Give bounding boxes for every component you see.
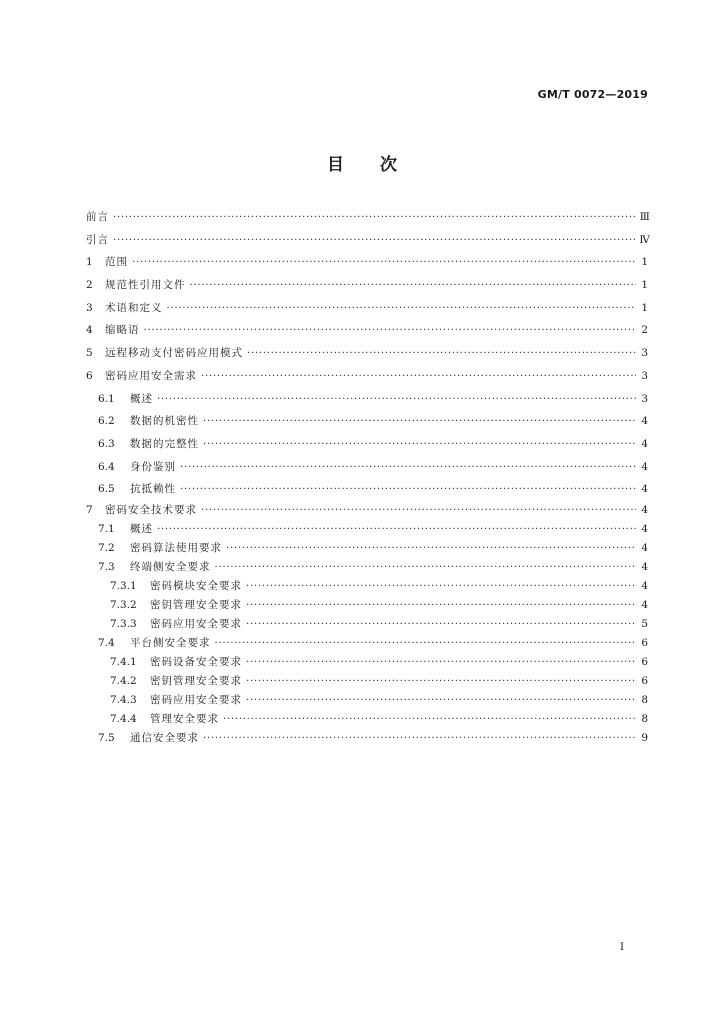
toc-entry[interactable]: [86, 342, 648, 365]
toc-entry-number: 6.4: [98, 460, 115, 473]
toc-entry-number: 4: [86, 324, 93, 337]
toc-entry[interactable]: [86, 501, 648, 520]
toc-entry-page: 6: [641, 655, 648, 668]
toc-entry-page: 4: [641, 483, 648, 496]
toc-entry[interactable]: [86, 251, 648, 274]
toc-dot-leader: [190, 274, 637, 297]
toc-dot-leader: [246, 672, 636, 691]
toc-entry-label: 通信安全要求: [130, 731, 199, 744]
toc-entry[interactable]: [86, 539, 648, 558]
toc-entry-page: 4: [641, 460, 648, 473]
toc-entry-label: 抗抵赖性: [130, 483, 176, 496]
toc-dot-leader: [246, 653, 636, 672]
toc-dot-leader: [215, 634, 637, 653]
toc-entry-label: 密码模块安全要求: [150, 579, 242, 592]
toc-dot-leader: [203, 433, 636, 456]
toc-entry-label: 密码安全技术要求: [105, 503, 197, 516]
toc-entry-number: 6.3: [98, 437, 115, 450]
toc-entry-page: Ⅳ: [639, 233, 650, 246]
toc-entry-label: 概述: [130, 392, 153, 405]
toc-entry-page: 1: [641, 279, 648, 292]
toc-entry-number: 7.5: [98, 731, 115, 744]
toc-entry-label: 密码应用安全要求: [150, 617, 242, 630]
toc-entry-number: 6: [86, 369, 93, 382]
toc-entry-label: 管理安全要求: [150, 712, 219, 725]
toc-entry-page: 6: [641, 674, 648, 687]
toc-entry-number: 7.4.4: [110, 712, 137, 725]
toc-entry-label: 概述: [130, 522, 153, 535]
toc-entry[interactable]: [86, 691, 648, 710]
toc-entry[interactable]: [86, 319, 648, 342]
toc-entry-label: 密码应用安全要求: [150, 693, 242, 706]
toc-dot-leader: [113, 229, 635, 252]
toc-entry-page: 3: [641, 347, 648, 360]
toc-entry[interactable]: [86, 558, 648, 577]
toc-entry-number: 7: [86, 503, 93, 516]
toc-entry-number: 7.2: [98, 541, 115, 554]
toc-dot-leader: [223, 710, 636, 729]
toc-entry-label: 数据的完整性: [130, 437, 199, 450]
toc-dot-leader: [226, 539, 636, 558]
toc-entry-label: 范围: [105, 256, 128, 269]
toc-dot-leader: [246, 691, 636, 710]
toc-entry-page: 9: [641, 731, 648, 744]
toc-entry-label: 规范性引用文件: [105, 279, 186, 292]
toc-entry-page: 4: [641, 437, 648, 450]
toc-entry-page: 1: [641, 301, 648, 314]
toc-entry-page: 5: [641, 617, 648, 630]
toc-entry-number: 1: [86, 256, 93, 269]
toc-entry-page: 8: [641, 712, 648, 725]
toc-entry[interactable]: [86, 520, 648, 539]
toc-entry[interactable]: [86, 653, 648, 672]
toc-entry-number: 7.3.3: [110, 617, 137, 630]
toc-entry-label: 平台侧安全要求: [130, 636, 211, 649]
toc-title: [0, 150, 724, 175]
toc-entry-number: 7.4: [98, 636, 115, 649]
toc-entry-label: 密钥管理安全要求: [150, 674, 242, 687]
toc-title-char-1: 目: [327, 155, 344, 175]
toc-dot-leader: [157, 388, 636, 411]
toc-entry[interactable]: [86, 634, 648, 653]
toc-entry[interactable]: [86, 433, 648, 456]
toc-entry[interactable]: [86, 365, 648, 388]
toc-dot-leader: [203, 729, 636, 748]
toc-entry-label: 前言: [86, 211, 109, 223]
toc-entry-page: 8: [641, 693, 648, 706]
toc-entry-number: 6.5: [98, 483, 115, 496]
toc-entry[interactable]: [86, 388, 648, 411]
toc-entry[interactable]: [86, 710, 648, 729]
toc-entry-page: 4: [641, 579, 648, 592]
toc-entry-page: 3: [641, 392, 648, 405]
page-number: I: [620, 942, 624, 953]
standard-number: GM/T 0072—2019: [537, 88, 648, 101]
toc-entry-page: 3: [641, 369, 648, 382]
toc-dot-leader: [215, 558, 637, 577]
toc-entry-number: 7.3.2: [110, 598, 137, 611]
toc-dot-leader: [157, 520, 636, 539]
toc-entry[interactable]: [86, 615, 648, 634]
toc-dot-leader: [203, 410, 636, 433]
toc-entry[interactable]: [86, 672, 648, 691]
toc-entry-number: 7.3: [98, 560, 115, 573]
toc-entry-label: 密码设备安全要求: [150, 655, 242, 668]
toc-entry[interactable]: [86, 729, 648, 748]
toc-entry-page: 4: [641, 522, 648, 535]
toc-entry[interactable]: [86, 229, 648, 252]
toc-dot-leader: [246, 615, 636, 634]
toc-entry-label: 缩略语: [105, 324, 140, 337]
toc-entry-number: 7.4.3: [110, 693, 137, 706]
toc-dot-leader: [180, 478, 636, 501]
toc-entry[interactable]: [86, 456, 648, 479]
toc-entry[interactable]: [86, 274, 648, 297]
toc-entry-page: 4: [641, 560, 648, 573]
toc-title-char-2: 次: [380, 155, 397, 175]
toc-entry-number: 7.3.1: [110, 579, 137, 592]
toc-dot-leader: [167, 297, 637, 320]
toc-entry[interactable]: [86, 206, 648, 229]
toc-dot-leader: [180, 456, 636, 479]
toc-dot-leader: [201, 365, 636, 388]
toc-entry[interactable]: [86, 410, 648, 433]
toc-entry-number: 7.4.2: [110, 674, 137, 687]
toc-entry-number: 5: [86, 347, 93, 360]
toc-entry[interactable]: [86, 596, 648, 615]
toc-entry-label: 密码算法使用要求: [130, 541, 222, 554]
toc-entry-page: 2: [641, 324, 648, 337]
toc-dot-leader: [113, 206, 636, 229]
toc-dot-leader: [246, 596, 636, 615]
toc-entry-page: 4: [641, 541, 648, 554]
toc-dot-leader: [201, 501, 636, 520]
toc-entry[interactable]: [86, 478, 648, 501]
toc-entry-label: 数据的机密性: [130, 415, 199, 428]
toc-entry-page: 6: [641, 636, 648, 649]
toc-entry-page: 1: [641, 256, 648, 269]
toc-entry-page: Ⅲ: [639, 211, 650, 223]
toc-entry-number: 6.2: [98, 415, 115, 428]
toc-entry-number: 7.1: [98, 522, 115, 535]
table-of-contents: [86, 206, 648, 748]
toc-entry-label: 远程移动支付密码应用模式: [105, 347, 243, 360]
toc-entry-page: 4: [641, 503, 648, 516]
toc-entry-label: 引言: [86, 233, 109, 246]
toc-dot-leader: [247, 342, 636, 365]
toc-entry-label: 密钥管理安全要求: [150, 598, 242, 611]
toc-entry-label: 身份鉴别: [130, 460, 176, 473]
toc-entry-page: 4: [641, 598, 648, 611]
toc-dot-leader: [132, 251, 636, 274]
toc-entry[interactable]: [86, 297, 648, 320]
toc-entry-label: 密码应用安全需求: [105, 369, 197, 382]
toc-dot-leader: [144, 319, 637, 342]
toc-entry-label: 终端侧安全要求: [130, 560, 211, 573]
toc-entry-label: 术语和定义: [105, 301, 163, 314]
toc-entry-number: 6.1: [98, 392, 115, 405]
toc-entry-page: 4: [641, 415, 648, 428]
toc-entry-number: 7.4.1: [110, 655, 137, 668]
toc-entry-number: 2: [86, 279, 93, 292]
toc-dot-leader: [246, 577, 636, 596]
toc-entry[interactable]: [86, 577, 648, 596]
toc-entry-number: 3: [86, 301, 93, 314]
